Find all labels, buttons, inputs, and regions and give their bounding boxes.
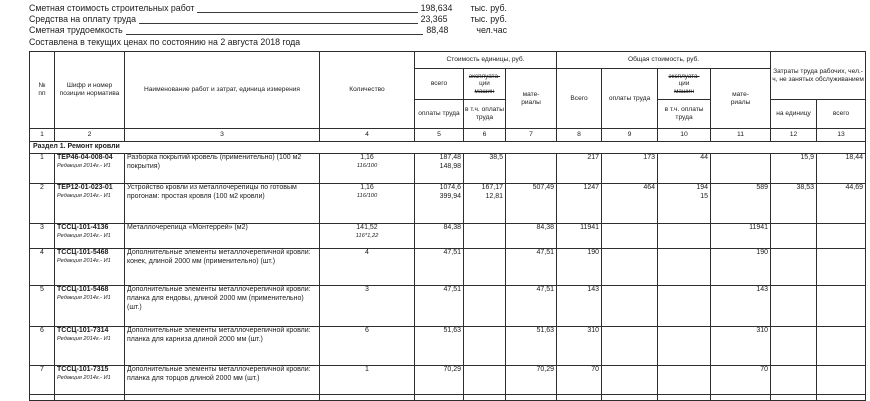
code-cell — [55, 286, 125, 327]
header-work-name: Наименование работ и затрат, единица измерения — [125, 52, 320, 129]
labor-total: 18,44 — [845, 154, 864, 161]
code-edition: Редакция 2014г.- И1 — [57, 257, 111, 264]
labor-total-cell — [817, 184, 866, 224]
code-cell — [55, 154, 125, 184]
unit-cost-machines: 167,17 — [481, 184, 503, 191]
unit-cost-materials-cell — [506, 154, 557, 184]
normative-code: ТССЦ-101-7314 — [57, 327, 109, 334]
column-number: 8 — [557, 129, 602, 142]
section-row — [30, 142, 866, 154]
header-unit-cost-labor: оплаты труда — [415, 100, 464, 129]
unit-cost-materials-cell — [506, 327, 557, 366]
unit-cost-total: 47,51 — [443, 249, 461, 256]
labor-total-cell — [817, 154, 866, 184]
quantity-value: 141,52 — [356, 224, 378, 231]
unit-cost-machines-labor: 12,81 — [485, 192, 503, 200]
total-cost-cell — [557, 154, 602, 184]
column-number: 2 — [55, 129, 125, 142]
work-name-cell — [125, 286, 320, 327]
work-name-cell — [125, 184, 320, 224]
column-number: 7 — [506, 129, 557, 142]
code-edition: Редакция 2014г.- И1 — [57, 374, 111, 381]
row-number-cell — [30, 366, 55, 395]
labor-total-cell — [817, 366, 866, 395]
header-group-unit-cost: Стоимость единицы, руб. — [415, 52, 557, 69]
quantity-value: 1,16 — [360, 184, 374, 191]
labor-per-unit-cell — [771, 154, 817, 184]
unit-cost-materials-cell — [506, 184, 557, 224]
work-name: Дополнительные элементы металлочерепичной кровли: планка для карниза длиной 2000 мм (шт.) — [127, 327, 311, 343]
underline-rule — [197, 11, 417, 13]
labor-per-unit-cell — [771, 184, 817, 224]
code-edition: Редакция 2014г.- И1 — [57, 335, 111, 342]
summary-unit: чел.час — [476, 25, 507, 36]
column-number: 3 — [125, 129, 320, 142]
work-name: Дополнительные элементы металлочерепичной кровли: планка для торцов длиной 2000 мм (шт.) — [127, 366, 311, 382]
unit-cost-materials: 70,29 — [536, 366, 555, 373]
total-cost-materials: 143 — [756, 286, 769, 293]
code-cell — [55, 366, 125, 395]
total-cost: 190 — [587, 249, 600, 256]
header-total-cost-machines — [658, 69, 711, 100]
total-cost-machines-labor: 15 — [700, 192, 709, 200]
total-cost-labor-cell — [602, 366, 658, 395]
estimate-table-header — [30, 52, 866, 142]
total-cost-materials: 190 — [756, 249, 769, 256]
unit-cost-machines-cell — [464, 249, 506, 286]
column-number: 10 — [658, 129, 711, 142]
work-name: Дополнительные элементы металлочерепичной кровли: конек, длиной 2000 мм (применительно) (шт.) — [127, 249, 311, 265]
quantity-cell — [320, 366, 415, 395]
quantity-value: 6 — [365, 327, 369, 334]
total-cost-materials-cell — [711, 154, 771, 184]
total-cost-machines-cell — [658, 327, 711, 366]
total-cost-materials: 589 — [756, 184, 769, 191]
work-name-cell — [125, 249, 320, 286]
total-cost-machines-cell — [658, 286, 711, 327]
labor-per-unit-cell — [771, 327, 817, 366]
unit-cost-machines-cell — [464, 184, 506, 224]
labor-per-unit-cell — [771, 224, 817, 249]
header-quantity: Количество — [320, 52, 415, 129]
unit-cost-total-cell — [415, 154, 464, 184]
unit-cost-machines-cell — [464, 327, 506, 366]
total-cost: 310 — [587, 327, 600, 334]
labor-per-unit-cell — [771, 249, 817, 286]
header-unit-cost-total: всего — [415, 69, 464, 100]
total-cost-labor-cell — [602, 327, 658, 366]
unit-cost-total-cell — [415, 366, 464, 395]
row-number: 1 — [40, 154, 44, 161]
labor-per-unit: 15,9 — [800, 154, 815, 161]
total-cost-materials-cell — [711, 366, 771, 395]
work-name-cell — [125, 154, 320, 184]
total-cost: 70 — [591, 366, 600, 373]
total-cost: 1247 — [583, 184, 600, 191]
underline-rule — [139, 22, 418, 24]
quantity-value: 1 — [365, 366, 369, 373]
estimate-row — [30, 286, 866, 327]
row-number: 4 — [40, 249, 44, 256]
total-cost-cell — [557, 224, 602, 249]
unit-cost-materials: 507,49 — [532, 184, 555, 191]
summary-unit: тыс. руб. — [470, 14, 507, 25]
total-cost-materials: 11941 — [749, 224, 769, 231]
unit-cost-total-cell — [415, 286, 464, 327]
estimate-row — [30, 184, 866, 224]
unit-cost-labor: 399,94 — [439, 192, 461, 200]
header-total-cost-total: Всего — [557, 69, 602, 129]
column-number: 5 — [415, 129, 464, 142]
unit-cost-materials: 47,51 — [536, 249, 555, 256]
normative-code: ТССЦ-101-7315 — [57, 366, 109, 373]
unit-cost-machines-cell — [464, 286, 506, 327]
unit-cost-total: 51,63 — [443, 327, 461, 334]
header-unit-cost-materials: мате-риалы — [506, 69, 557, 129]
row-number: 7 — [40, 366, 44, 373]
total-cost-materials: 310 — [756, 327, 769, 334]
labor-total: 44,69 — [845, 184, 864, 191]
total-cost-cell — [557, 184, 602, 224]
machines-operation-label: эксплуата- ции машин — [468, 73, 501, 95]
unit-cost-materials: 84,38 — [536, 224, 555, 231]
estimate-row — [30, 327, 866, 366]
estimate-row — [30, 224, 866, 249]
row-number: 3 — [40, 224, 44, 231]
normative-code: ТССЦ-101-5468 — [57, 249, 109, 256]
row-number-cell — [30, 224, 55, 249]
header-labor-per-unit: на единицу — [771, 100, 817, 129]
code-edition: Редакция 2014г.- И1 — [57, 192, 111, 199]
labor-total-cell — [817, 286, 866, 327]
quantity-cell — [320, 154, 415, 184]
summary-label: Средства на оплату труда — [29, 14, 137, 25]
column-number: 12 — [771, 129, 817, 142]
total-cost-machines: 194 — [696, 184, 709, 191]
quantity-cell — [320, 224, 415, 249]
total-cost-labor-cell — [602, 154, 658, 184]
total-cost-cell — [557, 249, 602, 286]
header-unit-cost-machines-labor: в т.ч. оплаты труда — [464, 100, 506, 129]
header-total-cost-labor: оплаты труда — [602, 69, 658, 129]
total-cost-labor: 173 — [643, 154, 656, 161]
code-edition: Редакция 2014г.- И1 — [57, 232, 111, 239]
quantity-cell — [320, 249, 415, 286]
work-name-cell — [125, 224, 320, 249]
summary-value: 88,48 — [426, 25, 449, 36]
total-cost-labor-cell — [602, 224, 658, 249]
labor-per-unit-cell — [771, 366, 817, 395]
column-number: 11 — [711, 129, 771, 142]
header-labor-total: всего — [817, 100, 866, 129]
unit-cost-machines-cell — [464, 224, 506, 249]
unit-cost-total-cell — [415, 184, 464, 224]
total-cost-labor-cell — [602, 286, 658, 327]
machines-operation-label: эксплуата- ции машин — [668, 73, 700, 95]
total-cost: 11941 — [580, 224, 600, 231]
labor-per-unit-cell — [771, 286, 817, 327]
normative-code: ТЕР46-04-008-04 — [57, 154, 113, 161]
quantity-cell — [320, 327, 415, 366]
total-cost-cell — [557, 366, 602, 395]
estimate-table — [29, 51, 866, 401]
column-number: 4 — [320, 129, 415, 142]
quantity-cell — [320, 286, 415, 327]
code-cell — [55, 327, 125, 366]
row-number-cell — [30, 249, 55, 286]
code-cell — [55, 249, 125, 286]
total-cost-labor-cell — [602, 249, 658, 286]
estimate-row — [30, 366, 866, 395]
code-edition: Редакция 2014г.- И1 — [57, 294, 111, 301]
unit-cost-machines-cell — [464, 366, 506, 395]
row-number: 5 — [40, 286, 44, 293]
unit-cost-total: 84,38 — [443, 224, 461, 231]
total-cost-materials-cell — [711, 286, 771, 327]
code-cell — [55, 184, 125, 224]
summary-line-construction-cost — [29, 3, 507, 14]
header-row-number: № пп — [30, 52, 55, 129]
code-edition: Редакция 2014г.- И1 — [57, 162, 111, 169]
quantity-cell — [320, 184, 415, 224]
current-prices-date-line: Составлена в текущих ценах по состоянию на 2 августа 2018 года — [29, 37, 301, 47]
total-cost-machines: 44 — [700, 154, 709, 161]
work-name: Металлочерепица «Монтеррей» (м2) — [127, 224, 248, 231]
unit-cost-materials-cell — [506, 286, 557, 327]
summary-label: Сметная трудоемкость — [29, 25, 123, 36]
quantity-value: 4 — [365, 249, 369, 256]
code-cell — [55, 224, 125, 249]
column-number: 13 — [817, 129, 866, 142]
header-normative-code: Шифр и номер позиции норматива — [55, 52, 125, 129]
estimate-summary — [29, 3, 507, 48]
total-cost: 143 — [587, 286, 600, 293]
row-number-cell — [30, 327, 55, 366]
unit-cost-materials: 51,63 — [536, 327, 555, 334]
column-number: 9 — [602, 129, 658, 142]
work-name: Дополнительные элементы металлочерепичной кровли: планка для ендовы, длиной 2000 мм (применительно) (шт.) — [127, 286, 311, 311]
header-unit-cost-machines — [464, 69, 506, 100]
normative-code: ТССЦ-101-5468 — [57, 286, 109, 293]
normative-code: ТССЦ-101-4136 — [57, 224, 109, 231]
total-cost-labor-cell — [602, 184, 658, 224]
unit-cost-materials-cell — [506, 224, 557, 249]
unit-cost-total-cell — [415, 224, 464, 249]
quantity-value: 3 — [365, 286, 369, 293]
work-name-cell — [125, 327, 320, 366]
total-cost-machines-cell — [658, 154, 711, 184]
row-number: 6 — [40, 327, 44, 334]
total-cost-labor: 464 — [643, 184, 656, 191]
summary-line-labor-intensity — [29, 25, 507, 36]
work-name-cell — [125, 366, 320, 395]
unit-cost-materials-cell — [506, 366, 557, 395]
unit-cost-materials-cell — [506, 249, 557, 286]
header-group-total-cost: Общая стоимость, руб. — [557, 52, 771, 69]
section-title: Раздел 1. Ремонт кровли — [30, 142, 866, 154]
work-name: Разборка покрытий кровель (применительно) (100 м2 покрытия) — [127, 154, 302, 170]
unit-cost-materials: 47,51 — [536, 286, 555, 293]
summary-value: 198,634 — [420, 3, 453, 14]
unit-cost-total: 1074,6 — [439, 184, 461, 191]
total-cost-machines-cell — [658, 366, 711, 395]
row-number-cell — [30, 184, 55, 224]
unit-cost-labor: 148,98 — [439, 162, 461, 170]
estimate-row — [30, 154, 866, 184]
total-cost-materials-cell — [711, 327, 771, 366]
total-cost-materials-cell — [711, 224, 771, 249]
underline-rule — [126, 33, 424, 35]
total-cost-machines-cell — [658, 184, 711, 224]
total-cost-materials-cell — [711, 184, 771, 224]
labor-total-cell — [817, 224, 866, 249]
header-total-cost-materials: мате-риалы — [711, 69, 771, 129]
labor-total-cell — [817, 327, 866, 366]
summary-unit: тыс. руб. — [470, 3, 507, 14]
summary-line-labor-funds — [29, 14, 507, 25]
unit-cost-total: 187,48 — [439, 154, 461, 161]
work-name: Устройство кровли из металлочерепицы по готовым прогонам: простая кровля (100 м2 кровли) — [127, 184, 297, 200]
column-number: 1 — [30, 129, 55, 142]
summary-label: Сметная стоимость строительных работ — [29, 3, 195, 14]
total-cost-cell — [557, 286, 602, 327]
row-number: 2 — [40, 184, 44, 191]
summary-value: 23,365 — [420, 14, 448, 25]
row-number-cell — [30, 286, 55, 327]
column-number: 6 — [464, 129, 506, 142]
unit-cost-total: 47,51 — [443, 286, 461, 293]
total-cost-machines-cell — [658, 224, 711, 249]
total-cost-cell — [557, 327, 602, 366]
total-cost-machines-cell — [658, 249, 711, 286]
row-number-cell — [30, 154, 55, 184]
total-cost-materials: 70 — [760, 366, 769, 373]
labor-total-cell — [817, 249, 866, 286]
header-total-cost-machines-labor: в т.ч. оплаты труда — [658, 100, 711, 129]
header-group-labor: Затраты труда рабочих, чел.-ч, не занятых обслуживанием — [771, 52, 866, 100]
estimate-row — [30, 249, 866, 286]
total-cost-materials-cell — [711, 249, 771, 286]
quantity-note: 116/100 — [356, 162, 378, 169]
quantity-value: 1,16 — [360, 154, 374, 161]
total-cost: 217 — [587, 154, 600, 161]
unit-cost-total: 70,29 — [443, 366, 461, 373]
labor-per-unit: 38,53 — [796, 184, 815, 191]
quantity-note: 116/100 — [356, 192, 378, 199]
unit-cost-machines-cell — [464, 154, 506, 184]
quantity-note: 116*1,22 — [355, 232, 379, 239]
normative-code: ТЕР12-01-023-01 — [57, 184, 113, 191]
unit-cost-total-cell — [415, 327, 464, 366]
unit-cost-total-cell — [415, 249, 464, 286]
estimate-table-body — [30, 142, 866, 401]
unit-cost-machines: 38,5 — [489, 154, 503, 161]
